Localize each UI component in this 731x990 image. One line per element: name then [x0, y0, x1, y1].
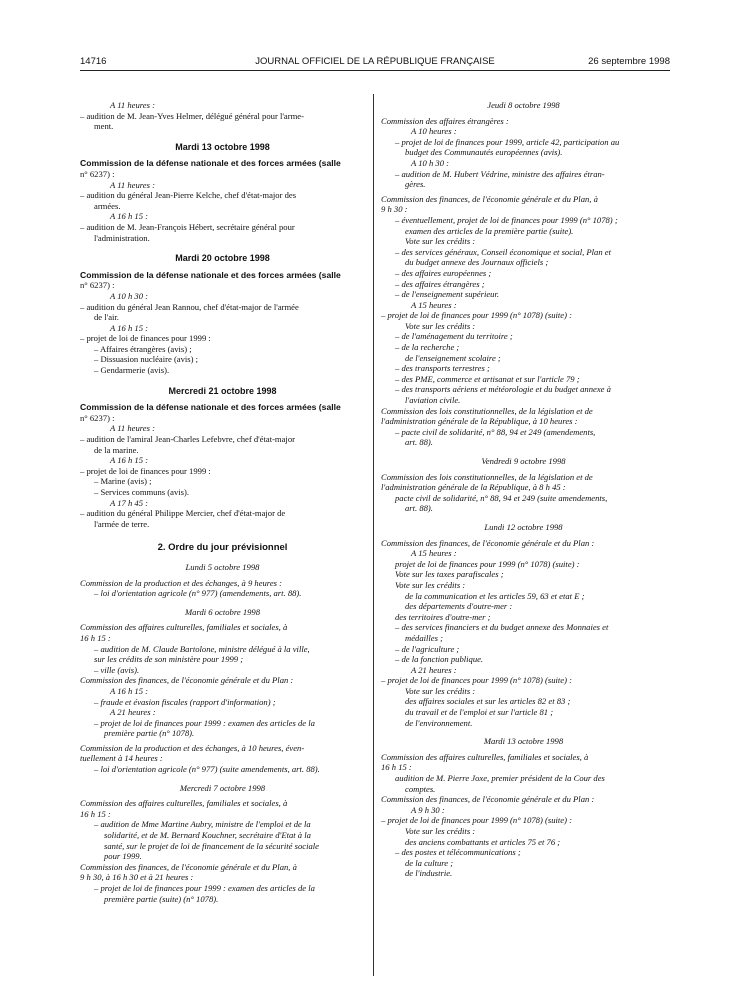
text-line: A 10 h 30 : [110, 290, 149, 301]
text-line: santé, sur le projet de loi de financement de la sécurité sociale [104, 840, 319, 851]
text-line: Vote sur les crédits : [405, 685, 476, 696]
text-line: – des postes et télécommunications ; [395, 847, 521, 858]
column-divider [373, 94, 374, 976]
text-line: – projet de loi de finances pour 1999 (n° 1078) (suite) : [381, 675, 572, 686]
text-line: – projet de loi de finances pour 1999 : examen des articles de la [94, 883, 315, 893]
text-line: – audition de Mme Martine Aubry, ministre de l'emploi et de la [94, 819, 311, 830]
text-line: A 9 h 30 : [411, 804, 445, 815]
text-line: A 10 heures : [411, 126, 457, 137]
text-line: Commission des finances, de l'économie générale et du Plan : [381, 794, 595, 805]
text-line: art. 88). [405, 437, 433, 448]
text-line: A 17 h 45 : [110, 497, 149, 508]
text-line: – projet de loi de finances pour 1999 : examen des articles de la [94, 717, 315, 728]
date-heading: Mardi 13 octobre 1998 [175, 141, 270, 152]
text-line: – loi d'orientation agricole (n° 977) (amendements, art. 88). [94, 588, 302, 599]
text-line: de la marine. [94, 444, 139, 455]
text-line: – de la recherche ; [395, 342, 460, 353]
text-line: Commission de la production et des échanges, à 10 heures, éven- [80, 742, 305, 753]
text-line: – des services financiers et du budget annexe des Monnaies et [395, 622, 609, 633]
text-line: l'administration. [94, 232, 150, 243]
text-line: – Affaires étrangères (avis) ; [94, 343, 192, 354]
text-line: – loi d'orientation agricole (n° 977) (suite amendements, art. 88). [94, 764, 320, 775]
text-line: – des services généraux, Conseil économique et social, Plan et [395, 246, 611, 257]
text-line: de l'enseignement scolaire ; [405, 352, 501, 363]
text-line: n° 6237) : [80, 280, 115, 291]
left-column [80, 100, 365, 904]
commission-heading: Commission de la défense nationale et des forces armées (salle [80, 402, 341, 413]
text-line: Commission des affaires étrangères : [381, 115, 509, 126]
right-column [381, 100, 666, 879]
text-line: A 11 heures : [110, 423, 155, 434]
text-line: Commission des affaires culturelles, familiales et sociales, à [381, 751, 589, 762]
text-line: du travail et de l'emploi et sur l'article 81 ; [405, 707, 554, 718]
text-line: comptes. [405, 783, 436, 794]
text-line: armées. [94, 200, 121, 211]
text-line: l'aviation civile. [405, 395, 461, 406]
text-line: art. 88). [405, 503, 433, 514]
page-number: 14716 [80, 56, 107, 67]
date-heading: Mardi 13 octobre 1998 [483, 736, 564, 747]
text-line: sur les crédits de son ministère pour 1999 ; [94, 654, 244, 665]
text-line: 9 h 30, à 16 h 30 et à 21 heures : [80, 872, 194, 883]
text-line: – Marine (avis) ; [94, 476, 152, 487]
text-line: – des PME, commerce et artisanat et sur l'article 79 ; [395, 373, 580, 384]
text-line: Vote sur les taxes parafiscales ; [395, 569, 504, 580]
text-line: l'administration générale de la République, à 8 h 45 : [381, 482, 566, 493]
text-line: – éventuellement, projet de loi de finances pour 1999 (n° 1078) ; [395, 214, 618, 225]
date-heading: Lundi 5 octobre 1998 [185, 561, 260, 572]
text-line: – audition de M. Jean-Yves Helmer, délégué général pour l'arme- [80, 110, 304, 121]
text-line: audition de M. Pierre Joxe, premier président de la Cour des [395, 773, 605, 784]
header-rule [80, 70, 670, 71]
text-line: n° 6237) : [80, 412, 115, 423]
text-line: l'armée de terre. [94, 518, 150, 529]
text-line: n° 6237) : [80, 168, 115, 179]
text-line: A 11 heures : [110, 100, 155, 110]
text-line: 16 h 15 : [80, 632, 111, 643]
text-line: – Gendarmerie (avis). [94, 365, 170, 376]
text-line: projet de loi de finances pour 1999 (n° 1078) (suite) : [395, 558, 580, 569]
text-line: Commission des affaires culturelles, familiales et sociales, à [80, 622, 288, 633]
text-line: Commission de la production et des échanges, à 9 heures : [80, 577, 283, 588]
text-line: examen des articles de la première partie (suite). [405, 225, 574, 236]
text-line: – audition de l'amiral Jean-Charles Lefebvre, chef d'état-major [80, 434, 295, 445]
commission-heading: Commission de la défense nationale et des forces armées (salle [80, 269, 341, 280]
text-line: des départements d'outre-mer : [405, 601, 513, 612]
text-line: ment. [94, 121, 114, 132]
text-line: Commission des lois constitutionnelles, de la législation et de [381, 471, 593, 482]
text-line: – Dissuasion nucléaire (avis) ; [94, 354, 199, 365]
text-line: – des transports aériens et météorologie et du budget annexe à [395, 384, 611, 395]
text-line: Commission des finances, de l'économie générale et du Plan, à [80, 861, 297, 872]
text-line: A 15 heures : [411, 299, 457, 310]
text-line: – projet de loi de finances pour 1999 : [80, 465, 211, 476]
date-heading: Lundi 12 octobre 1998 [484, 521, 563, 532]
date-heading: Jeudi 8 octobre 1998 [487, 100, 560, 110]
text-line: Vote sur les crédits : [405, 320, 476, 331]
text-line: – audition du général Jean-Pierre Kelche, chef d'état-major des [80, 190, 297, 201]
text-line: première partie (n° 1078). [104, 728, 195, 739]
section-heading: 2. Ordre du jour prévisionnel [157, 542, 288, 554]
text-line: Commission des affaires culturelles, familiales et sociales, à [80, 798, 288, 809]
text-line: – audition du général Philippe Mercier, chef d'état-major de [80, 508, 286, 519]
text-line: A 16 h 15 : [110, 685, 149, 696]
text-line: Commission des finances, de l'économie générale et du Plan, à [381, 193, 598, 204]
text-line: pour 1999. [104, 851, 142, 862]
text-line: A 15 heures : [411, 548, 457, 559]
text-line: des anciens combattants et articles 75 et 76 ; [405, 836, 561, 847]
text-line: médailles ; [405, 632, 443, 643]
text-line: – audition de M. Hubert Védrine, ministre des affaires étran- [395, 168, 605, 179]
text-line: – audition du général Jean Rannou, chef d'état-major de l'armée [80, 301, 299, 312]
text-line: Vote sur les crédits : [405, 236, 476, 247]
text-line: A 11 heures : [110, 179, 155, 190]
text-line: – des affaires européennes ; [395, 267, 492, 278]
journal-title: JOURNAL OFFICIEL DE LA RÉPUBLIQUE FRANÇAISE [255, 56, 495, 67]
text-line: 16 h 15 : [381, 762, 412, 773]
text-line: – de l'agriculture ; [395, 643, 460, 654]
text-line: de la culture ; [405, 857, 454, 868]
date-heading: Vendredi 9 octobre 1998 [481, 456, 566, 466]
text-line: – fraude et évasion fiscales (rapport d'information) ; [94, 696, 276, 707]
text-line: budget des Communautés européennes (avis). [405, 147, 563, 158]
text-line: gères. [405, 179, 426, 190]
text-line: du budget annexe des Journaux officiels ; [405, 257, 549, 268]
text-line: – projet de loi de finances pour 1999 (n° 1078) (suite) : [381, 310, 572, 321]
text-line: A 21 heures : [411, 664, 457, 675]
text-line: de la communication et les articles 59, 63 et etat E ; [405, 590, 585, 601]
text-line: de l'air. [94, 312, 119, 323]
date-heading: Mercredi 21 octobre 1998 [168, 385, 277, 396]
text-line: A 16 h 15 : [110, 455, 149, 466]
text-line: – projet de loi de finances pour 1999, article 42, participation au [395, 136, 620, 147]
text-line: – audition de M. Claude Bartolone, ministre délégué à la ville, [94, 643, 310, 654]
text-line: Vote sur les crédits : [405, 826, 476, 836]
text-line: – Services communs (avis). [94, 487, 189, 497]
text-line: A 16 h 15 : [110, 211, 149, 222]
text-line: pacte civil de solidarité, n° 88, 94 et 249 (suite amendements, [395, 492, 608, 503]
text-line: de l'industrie. [405, 868, 453, 879]
text-line: Vote sur les crédits : [395, 579, 466, 590]
text-line: des affaires sociales et sur les articles 82 et 83 ; [405, 696, 571, 707]
text-line: tuellement à 14 heures : [80, 753, 163, 764]
text-line: – pacte civil de solidarité, n° 88, 94 et 249 (amendements, [395, 426, 596, 437]
text-line: de l'environnement. [405, 717, 473, 728]
text-line: – de l'enseignement supérieur. [395, 289, 499, 300]
text-line: – de l'aménagement du territoire ; [395, 331, 513, 342]
commission-heading: Commission de la défense nationale et des forces armées (salle [80, 158, 341, 169]
date-heading: Mardi 6 octobre 1998 [184, 606, 261, 617]
text-line: – de la fonction publique. [395, 654, 484, 665]
text-line: A 16 h 15 : [110, 322, 149, 333]
text-line: – projet de loi de finances pour 1999 : [80, 333, 211, 344]
text-line: 9 h 30 : [381, 204, 408, 215]
text-line: Commission des lois constitutionnelles, de la législation et de [381, 405, 593, 416]
text-line: – ville (avis). [94, 664, 140, 675]
text-line: des territoires d'outre-mer ; [395, 611, 491, 622]
text-line: A 21 heures : [110, 707, 156, 718]
text-line: – des transports terrestres ; [395, 363, 490, 374]
text-line: l'administration générale de la République, à 10 heures : [381, 416, 578, 427]
text-line: – projet de loi de finances pour 1999 (n° 1078) (suite) : [381, 815, 572, 826]
text-line: Commission des finances, de l'économie générale et du Plan : [80, 675, 294, 686]
text-line: solidarité, et de M. Bernard Kouchner, secrétaire d'Etat à la [104, 830, 311, 841]
issue-date: 26 septembre 1998 [588, 56, 670, 67]
text-line: 16 h 15 : [80, 808, 111, 819]
text-line: première partie (suite) (n° 1078). [104, 893, 219, 904]
page-header [80, 56, 670, 70]
text-line: A 10 h 30 : [411, 157, 450, 168]
date-heading: Mercredi 7 octobre 1998 [179, 782, 266, 793]
text-line: – des affaires étrangères ; [395, 278, 485, 289]
date-heading: Mardi 20 octobre 1998 [175, 253, 270, 264]
text-line: – audition de M. Jean-François Hébert, secrétaire général pour [80, 221, 295, 232]
text-line: Commission des finances, de l'économie générale et du Plan : [381, 537, 595, 548]
